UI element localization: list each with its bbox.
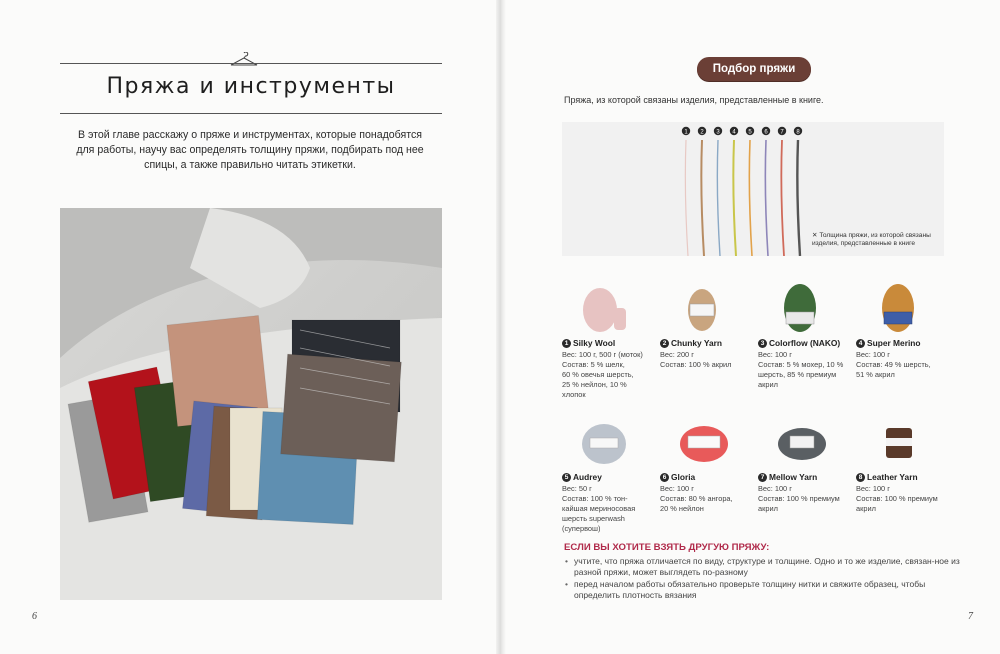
yarn-number: 1	[562, 339, 571, 348]
yarn-number: 6	[660, 473, 669, 482]
yarn-detail: Вес: 100 г Состав: 100 % премиум акрил	[856, 484, 938, 513]
right-page	[506, 0, 1000, 654]
yarn-item-mellow-yarn	[758, 416, 856, 514]
yarn-item-leather-yarn	[856, 416, 954, 514]
yarn-number: 5	[562, 473, 571, 482]
yarn-detail: Вес: 100 г, 500 г (моток) Состав: 5 % шелк, 60 % овечья шерсть, 25 % нейлон, 10 % хлопок	[562, 350, 643, 399]
tip-heading: ЕСЛИ ВЫ ХОТИТЕ ВЗЯТЬ ДРУГУЮ ПРЯЖУ:	[564, 542, 770, 553]
yarn-name: Chunky Yarn	[671, 338, 723, 348]
strand-number: 7	[780, 129, 784, 136]
yarn-number: 4	[856, 339, 865, 348]
yarn-item-chunky-yarn	[660, 282, 758, 370]
yarn-detail: Вес: 50 г Состав: 100 % тон- кайшая мериносовая шерсть superwash (супервош)	[562, 484, 636, 533]
yarn-item-super-merino	[856, 282, 954, 380]
yarn-name: Silky Wool	[573, 338, 616, 348]
yarn-detail: Вес: 100 г Состав: 100 % премиум акрил	[758, 484, 840, 513]
yarn-item-audrey	[562, 416, 660, 534]
right-page-number: 7	[968, 611, 973, 622]
strand-number: 2	[700, 129, 704, 136]
yarn-item-colorflow	[758, 282, 856, 390]
strand-number: 6	[764, 129, 768, 136]
yarn-subtitle: Пряжа, из которой связаны изделия, представленные в книге.	[564, 95, 824, 105]
book-gutter	[496, 0, 506, 654]
yarn-name: Audrey	[573, 472, 602, 482]
yarn-number: 7	[758, 473, 767, 482]
yarn-thickness-strip	[562, 122, 944, 256]
section-label: Подбор пряжи	[697, 57, 811, 81]
yarn-detail: Вес: 100 г Состав: 5 % мохер, 10 % шерсть, 85 % премиум акрил	[758, 350, 844, 389]
intro-text: В этой главе расскажу о пряже и инструментах, которые понадобятся для работы, научу вас определять толщину пряжи, подбирать под нее спицы, а также правильно читать этикетки.	[76, 129, 424, 171]
yarn-item-gloria	[660, 416, 758, 514]
yarn-item-silky-wool	[562, 282, 660, 400]
tip-list	[564, 556, 964, 602]
knit-swatches-photo	[60, 208, 442, 600]
yarn-number: 8	[856, 473, 865, 482]
strand-number: 5	[748, 129, 752, 136]
yarn-name: Leather Yarn	[867, 472, 918, 482]
strand-number: 3	[716, 129, 720, 136]
yarn-detail: Вес: 100 г Состав: 80 % ангора, 20 % нейлон	[660, 484, 733, 513]
title-bottom-rule	[60, 113, 442, 114]
yarn-name: Super Merino	[867, 338, 921, 348]
yarn-name: Gloria	[671, 472, 696, 482]
tip-item: • учтите, что пряжа отличается по виду, структуре и толщине. Одно и то же изделие, связан-ное из разной пряжи, может выглядеть по-разному	[564, 556, 964, 578]
yarn-detail: Вес: 100 г Состав: 49 % шерсть, 51 % акрил	[856, 350, 931, 379]
tip-item: • перед началом работы обязательно проверьте толщину нитки и свяжите образец, чтобы определить плотность вязания	[564, 579, 964, 601]
title-top-rule	[60, 63, 442, 64]
left-page-number: 6	[32, 611, 37, 622]
yarn-ball-icon	[674, 282, 734, 334]
strand-number: 4	[732, 129, 736, 136]
yarn-ball-icon	[870, 282, 930, 334]
yarn-detail: Вес: 200 г Состав: 100 % акрил	[660, 350, 732, 369]
yarn-number: 3	[758, 339, 767, 348]
yarn-ball-icon	[674, 416, 734, 468]
yarn-ball-icon	[772, 282, 832, 334]
left-page	[0, 0, 496, 654]
yarn-name: Colorflow (NAKO)	[769, 338, 841, 348]
strand-number: 8	[796, 129, 800, 136]
yarn-ball-icon	[576, 282, 636, 334]
yarn-ball-icon	[576, 416, 636, 468]
page-title: Пряжа и инструменты	[106, 74, 396, 99]
yarn-ball-shape	[784, 284, 816, 332]
strip-note: ✕ Толщина пряжи, из которой связаны изделия, представленные в книге	[812, 232, 931, 247]
yarn-number: 2	[660, 339, 669, 348]
yarn-ball-icon	[870, 416, 930, 468]
yarn-ball-shape	[882, 284, 914, 332]
yarn-ball-shape	[583, 288, 617, 332]
yarn-name: Mellow Yarn	[769, 472, 818, 482]
strand-number: 1	[684, 129, 688, 136]
yarn-ball-shape	[614, 308, 626, 330]
yarn-ball-icon	[772, 416, 832, 468]
